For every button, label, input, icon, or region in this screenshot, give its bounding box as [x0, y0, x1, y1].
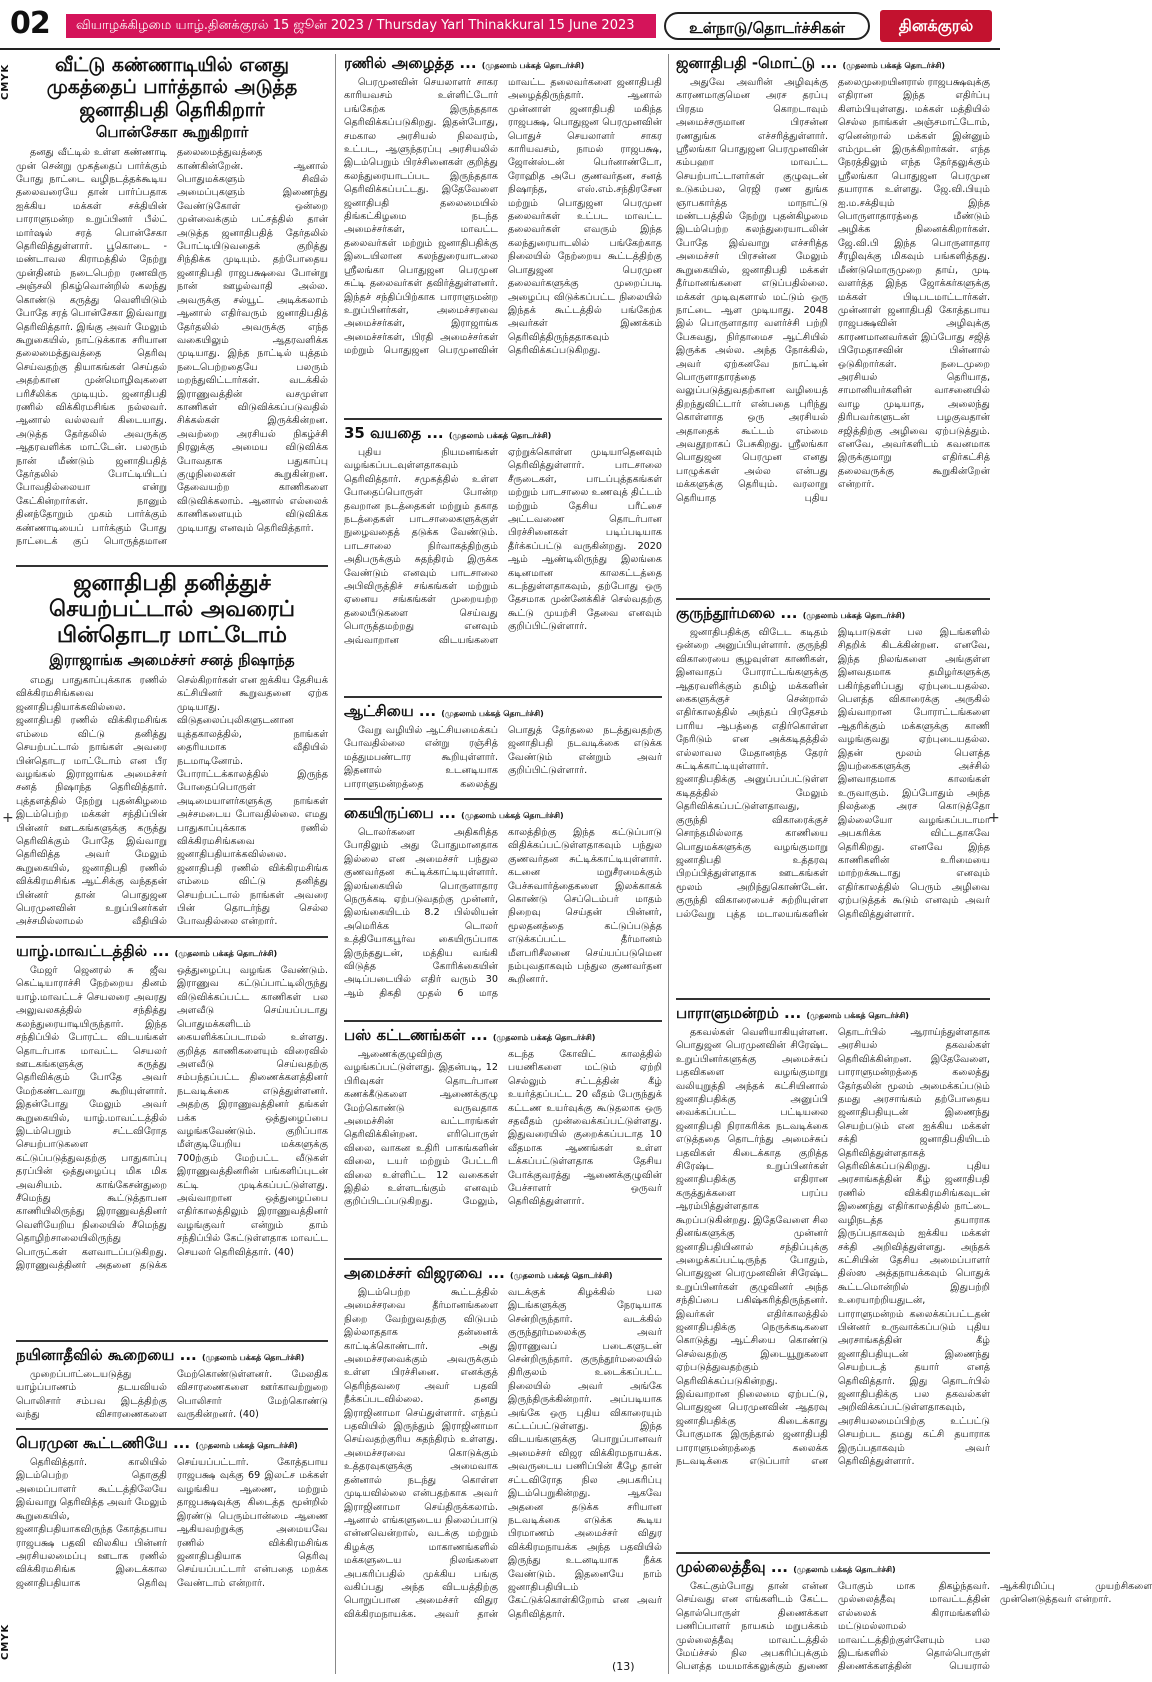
article-separator: [344, 696, 662, 698]
jump-headline: [16, 1346, 328, 1366]
article-body: [344, 1048, 662, 1254]
jump-headline: [344, 804, 662, 824]
article-separator: [16, 1428, 328, 1430]
jump-headline: [344, 424, 662, 444]
jump-title: பாராளுமன்றம் ...: [676, 1004, 802, 1022]
continued-note: (முதலாம் பக்கத் தொடர்ச்சி): [492, 1033, 596, 1042]
article-text: மேஜர் ஜெனரல் சு ஜீவ கெட்டியாராச்சி நேற்றைய தினம் யாழ்.மாவட்டச் செயலரை அவரது அலுவலகத்தில் சந்தித்து கலந்துரையாடியிருந்தார். இந்த சந்திப்பில் போரட்ட விடயங்கள் தொடர்பாக மாவட்ட செயலர் ஊடகங்களுக்கு கருத்து தெரிவிக்கும் போதே அவர் மேற்கண்டவாறு கூறியுள்ளார். இதன்போது மேலும் அவர் கூறுகையில், யாழ்.மாவட்டத்தில் இடம்பெறும் சட்டவிரோத செயற்பாடுகளை கட்டுப்படுத்துவதற்கு பாதுகாப்பு தரப்பின் ஒத்துழைப்பு மிக மிக அவசியம். காங்கேசன்துறை சீமெந்து கூட்டுத்தாபன காணியிலிருந்து இராணுவத்தினர் வெளியேறிய நிலையில் சீமெந்து தொழிற்சாலையிலிருந்து பொருட்கள் களவாடப்படுகிறது. இராணுவத்தினர் அதனை தடுக்க ஒத்துழைப்பு வழங்க வேண்டும். இராணுவ கட்டுப்பாட்டிலிருந்து விடுவிக்கப்பட்ட காணிகள் பல அளவீடு செய்யப்படாது பொதுமக்களிடம் கையளிக்கப்படாமல் உள்ளது. குறித்த காணிகளையும் விரைவில் அளவீடு செய்வதற்கு சம்பந்தப்பட்ட திணைக்களத்தினர் நடவடிக்கை எடுத்துள்ளனர். அதற்கு இராணுவத்தினர் தங்கள் பக்க ஒத்துழைப்பை வழங்கவேண்டும். குறிப்பாக மீள்குடியேறிய மக்களுக்கு 700ற்கும் மேற்பட்ட வீடுகள் இராணுவத்தினரின் பங்களிப்புடன் கட்டி முடிக்கப்பட்டுள்ளது. அவ்வாறான ஒத்துழைப்பை எதிர்காலத்திலும் இராணுவத்தினர் வழங்குவர் என்றும் தாம் சந்திப்பில் கேட்டுள்ளதாக மாவட்ட செயலர் தெரிவித்தார். (40): [16, 965, 328, 1272]
jump-title: கையிருப்பை ...: [344, 804, 456, 822]
article-fonseka: [16, 54, 328, 561]
article-kurunthurmalai: [676, 604, 990, 994]
article-text: எமது பாதுகாப்புக்காக ரணில் விக்கிரமசிங்கவை ஜனாதிபதியாக்கவில்லை. ஜனாதிபதி ரணில் விக்கிரமசிங்க எம்மை விட்டு தனித்து செயற்பட்டால் நாங்கள் அவரை பின்தொடர மாட்டோம் என பீர வழங்கல் இராஜாங்க அமைச்சர் சனத் நிஷாந்த தெரிவித்தார். புத்தளத்தில் நேற்று புதன்கிழமை இடம்பெற்ற மக்கள் சந்திப்பின் பின்னர் ஊடகங்களுக்கு கருத்து தெரிவிக்கும் போதே இவ்வாறு தெரிவித்த அவர் மேலும் கூறுகையில், ஜனாதிபதி ரணில் விக்கிரமசிங்க ஆட்சிக்கு வந்ததன் பின்னர் தான் பொதுஜன பெரமுனவின் உறுப்பினர்கள் அச்சமில்லாமல் வீதியில் செல்கிறார்கள் என ஐக்கிய தேசியக் கட்சியினர் கூறுவதனை ஏற்க முடியாது. விடுதலைப்புலிகளுடனான யுத்தகாலத்தில், நாங்கள் தைரியமாக வீதியில் நடமாடினோம். போராட்டக்காலத்தில் இருந்த போதைப்பொருள் அடிமையாளர்களுக்கு நாங்கள் அச்சமடைய போவதில்லை. எமது பாதுகாப்புக்காக ரணில் விக்கிரமசிங்கவை ஜனாதிபதியாக்கவில்லை. ஜனாதிபதி ரணில் விக்கிரமசிங்க எம்மை விட்டு தனித்து செயற்பட்டால் நாங்கள் அவரை பின் தொடர்ந்து செல்ல போவதில்லை என்றார்.: [16, 675, 328, 928]
article-text: ஜனாதிபதிக்கு விடேட கடிதம் ஒன்றை அனுப்பியுள்ளார். குருந்தி விகாரையை சூழவுள்ள காணிகள், இனவாதப் போராட்டங்களுக்கு ஆதரவளிக்கும் தமிழ் மக்களின் கைகளுக்குச் சென்றால் எதிர்காலத்தில் அந்தப் பிரதேசம் பாரிய ஆபத்தை எதிர்கொள்ள நேரிடும் என அக்கடிதத்தில் எல்லாவல மேதானந்த தேரர் சுட்டிக்காட்டியுள்ளார். ஜனாதிபதிக்கு அனுப்பப்பட்டுள்ள கடிதத்தில் மேலும் தெரிவிக்கப்பட்டுள்ளதாவது, குருந்தி விகாரைக்குச் சொந்தமில்லாத காணியை பொதுமக்களுக்கு வழங்குமாறு ஜனாதிபதி உத்தரவு பிறப்பித்துள்ளதாக ஊடகங்கள் மூலம் அறிந்துகொண்டேன். குருந்தி விகாரையைச் சுற்றியுள்ள பல்வேறு புத்த மடாலயங்களின் இடிபாடுகள் பல இடங்களில் சிதறிக் கிடக்கின்றன. எனவே, இந்த நிலங்களை அங்குள்ள இனவதமாக தமிழர்களுக்கு பகிர்ந்தளிப்பது ஏற்புடையதல்ல. பௌத்த விகாரைக்கு அருகில் இவ்வாறான போராட்டங்களை ஆதரிக்கும் மக்களுக்கு காணி வழங்குவது ஏற்புடையதல்ல. இதன் மூலம் பௌத்த இயற்கைகளுக்கு அச்சில் இனவாதமாக காலங்கள் உருவாகும். இப்போதும் அந்த நிலத்தை அரச கொடுத்தோ இல்லையோ வழங்கப்படாமா அபகரிக்க விட்டதாகவே தெரிகிறது. எனவே இந்த காணிகளின் உரிமையை மாற்றக்கூடாது எனவும் எதிர்காலத்தில் பெரும் அழிவை ஏற்படுத்தக் கூடும் எனவும் அவர் தெரிவித்துள்ளார்.: [676, 627, 990, 920]
column-3: [676, 54, 1152, 1680]
article-body: [16, 1368, 328, 1424]
article-separator: [16, 565, 328, 567]
article-body: [676, 1026, 990, 1548]
jump-headline: [676, 1558, 990, 1578]
jump-title: ஜனாதிபதி -மொட்டு ...: [676, 54, 838, 72]
article-age-35: [344, 424, 662, 692]
article-parliament: [676, 1004, 990, 1548]
article-body: [676, 626, 990, 994]
article-text: தெரிவித்தார். காலியில் இடம்பெற்ற தொகுதி அமைப்பாளர் கூட்டத்திலேயே இவ்வாறு தெரிவித்த அவர் மேலும் கூறுகையில், ஜனாதிபதியாகவிருந்த கோத்தபாய ராஜபக்ஷ பதவி விலகிய பின்னர் அரசியலமைப்பு ஊடாக ரணில் விக்கிரமசிங்க இடைக்கால ஜனாதிபதியாக தெரிவு செய்யப்பட்டார். கோத்தபாய ராஜபக்ஷ வுக்கு 69 இலட்ச மக்கள் வழங்கிய ஆணை, மற்றும் தாஜபக்ஷவுக்கு கிடைத்த மூன்றில் இரண்டு பெரும்பான்மை ஆணை ஆகியவற்றுக்கு அமையவே ரணில் விக்கிரமசிங்க ஜனாதிபதியாக தெரிவு செய்யப்பட்டார் என்பதை மறக்க வேண்டாம் என்றார்.: [16, 1457, 328, 1589]
registration-mark-right: +: [988, 810, 1000, 826]
jump-title: யாழ்.மாவட்டத்தில் ...: [16, 942, 170, 961]
article-text: வேறு வழியில் ஆட்சியமைக்கப் போவதில்லை என்று ரஞ்சித் மத்துமபண்டார கூறியுள்ளார். இதனால் உடனடியாக பாராளுமன்றத்தை கலைத்து பொதுத் தேர்தலை நடத்துவதற்கு ஜனாதிபதி நடவடிக்கை எடுக்க வேண்டும் என்றும் அவர் குறிப்பிட்டுள்ளார்.: [344, 725, 662, 790]
jump-title: பெரமுன கூட்டணியே ...: [16, 1434, 191, 1453]
continued-note: (முதலாம் பக்கத் தொடர்ச்சி): [174, 949, 278, 959]
article-nishantha: [16, 571, 328, 932]
jump-headline: [16, 1434, 328, 1454]
article-text: கேட்கும்போது தான் என்ன செய்வது என எங்களிடம் கேட்ட தொல்பொருள் திணைக்கள பணிப்பாளர் நாயகம் மறுபக்கம் முல்லைத்தீவு மாவட்டத்தில் மேய்ச்சல் நில அபகரிப்புக்கும் பௌத்த மயமாக்கலுக்கும் துணை போகும் மாக திகழ்ந்தவர். முல்லைத்தீவு மாவட்டத்தின் எல்லைக் கிராமங்களில் மட்டுமல்லாமல் மாவட்டத்திற்குள்ளேயும் பல இடங்களில் தொல்பொருள் திணைக்களத்தின் பெயரால் ஆக்கிரமிப்பு முயற்சிகளை முன்னெடுத்தவர் என்றார்.: [676, 1581, 1152, 1673]
header-rule: [0, 48, 1000, 50]
continued-note: (முதலாம் பக்கத் தொடர்ச்சி): [793, 1565, 896, 1574]
newspaper-logo: தினக்குரல்: [880, 10, 992, 42]
jump-title: முல்லைத்தீவு ...: [676, 1558, 788, 1576]
jump-title: 35 வயதை ...: [344, 424, 444, 442]
jump-headline: [344, 54, 662, 74]
continued-note: (முதலாம் பக்கத் தொடர்ச்சி): [510, 1271, 613, 1280]
column-divider-1: [335, 54, 336, 1674]
jump-title: பஸ் கட்டணங்கள் ...: [344, 1026, 488, 1044]
jump-title: அமைச்சர் விஜரவை ...: [344, 1264, 505, 1282]
article-text: அதுவே அவரின் அழிவுக்கு காரணமாகுமென அரச தரப்பு பிரதம கொறடாவும் அமைச்சருமான பிரசன்ன ரணதுங்க எச்சரித்துள்ளார். ஸ்ரீலங்கா பொதுஜன பெரமுனவின் கம்பஹா மாவட்ட செயற்பாட்டாளர்கள் குழுவுடன் உடுகம்பல, ரெஜி ரண துங்க ஞாபகார்த்த மாநாட்டு மண்டபத்தில் நேற்று புதன்கிழமை இடம்பெற்ற கலந்துரையாடலின் போதே இவ்வாறு எச்சரித்த அமைச்சர் பிரசன்ன மேலும் கூறுகையில், ஜனாதிபதி மக்கள் தீர்மானங்களை எடுப்பதில்லை. மக்கள் முடிவுகளால் மட்டும் ஒரு நாட்டை ஆள முடியாது. 2048 இல் பொருளாதார வளர்ச்சி பற்றி பேசுவது, நிர்தாமைச ஆட்சியில் இருக்க அல்ல. அந்த நோக்கில், அவர் ஏற்கனவே நாட்டின் பொருளாதாரத்தை வலுப்படுத்துவதற்கான வழியைத் திறந்துவிட்டார் என்பதை புரிந்து கொள்ளாத ஒரு அரசியல் அதாதைக் கூட்டம் எம்மை அவதூறாகப் பேசுகிறது. ஸ்ரீலங்கா பொதுஜன பெரமுன எனது பாழுக்கள் அல்ல என்பது மக்களுக்கு தெரியும். வரலாறு தெரியாத புதிய தலைமுறையினரால் ராஜபக்ஷவுக்கு எதிரான இந்த எதிர்ப்பு கிளம்பியுள்ளது. மக்கள் மத்தியில் செல்ல நாங்கள் அஞ்சமாட்டோம், ஏனென்றால் மக்கள் இன்னும் எம்முடன் இருக்கிறார்கள். எந்த நேரத்திலும் எந்த தேர்தலுக்கும் ஸ்ரீலங்கா பொதுஜன பெரமுன தயாராக உள்ளது. ஜே.வி.பியும் ஐ.ம.சக்தியும் இந்த பொருளாதாரத்தை மீண்டும் அழிக்க நினைக்கிறார்கள். ஜே.வி.பி இந்த பொருளாதார சீரழிவுக்கு மிகவும் பங்களித்தது. மீண்டுமொருமுறை தாய், முடி வளர்த்த இந்த ஜோக்கர்களுக்கு மக்கள் பிடிபடமாட்டார்கள். முன்னாள் ஜனாதிபதி கோத்தபாய ராஜபக்ஷவின் அழிவுக்கு காரணமானவர்கள் இப்போது சஜித் பிரேமதாசவின் பின்னால் ஒடுகிறார்கள். நடைமுறை அரசியல் தெரியாத, சாமானியர்களின் வாசனையில் வாழ முடியாத, அலைந்து திரிபவர்களுடன் பழகுவதான் சஜித்திற்கு அழிவை ஏற்படுத்தும். எனவே, அவர்களிடம் கவனமாக இருக்குமாறு எதிர்கட்சித் தலைவருக்கு கூறுகின்றேன் என்றார்.: [676, 77, 990, 504]
subheadline: பொன்சேகா கூறுகிறார்: [95, 123, 249, 142]
continued-note: (முதலாம் பக்கத் தொடர்ச்சி): [461, 811, 564, 820]
article-president-pohottu: [676, 54, 990, 594]
article-text: இடம்பெற்ற கூட்டத்தில் அமைச்சரவை தீர்மானங்களை நிறை வேற்றுவதற்கு விடுபம் இல்லாததாக தன்னைக் காட்டிக்கொண்டார். அது அமைச்சரவைக்கும் அவருக்கும் உள்ள பிரச்சினை. எனக்குத் தெரிந்தவரை அவர் பதவி நீக்கப்படவில்லை. தனது இராஜினாமா செய்துள்ளார். எந்தப் பதவியில் இருந்தும் இராஜினாமா செய்வதற்குரிய சுதந்திரம் உள்ளது. அமைச்சரவை கொடுக்கும் உத்தரவுகளுக்கு அமைவாக தன்னால் நடந்து கொள்ள முடியவில்லை என்பதற்காக அவர் இராஜினாமா செய்திருக்கலாம். ஆனால் எங்களுடைய நிலைப்பாடு என்னவென்றால், வடக்கு மற்றும் கிழக்கு மாகாணங்களில் மக்களுடைய நிலங்களை அபகரிப்பதில் முக்கிய பங்கு வகிப்பது அந்த விடயத்திற்கு பொறுப்பான அமைச்சர் விதுர விக்கிரமநாயக்க. அவர் தான் வடக்குக் கிழக்கில் பல இடங்களுக்கு நேரடியாக சென்றிருந்தார். வடக்கில் குருந்தூர்மலைக்கு அவர் இராணுவப் படைகளுடன் சென்றிருந்தார். குருந்தூர்மலையில் திரிகுலம் உடைக்கப்பட்ட நிலையில் அவர் அங்கே இருந்திருக்கின்றார். அப்படியாக அங்கே ஒரு புதிய விகாரையும் கட்டப்பட்டுள்ளது. இந்த விடயங்களுக்கு பொறுப்பானவர் அமைச்சர் விஜர விக்கிரமநாயக்க. அவருடைய பணிப்பின் கீழே தான் சட்டவிரோத நில அபகரிப்பு இடம்பெறுகின்றது. ஆகவே அதனை தடுக்க சரியான நடவடிக்கை எடுக்க கூடிய பிரமாணம் அமைச்சர் விதுர விக்கிரமநாயக்க அந்த பதவியில் இருந்து உடனடியாக நீக்க வேண்டும். இதனையே நாம் ஜனாதிபதியிடம் கேட்டுக்கொள்கிறோம் என அவர் தெரிவித்தார்.: [344, 1287, 662, 1620]
article-separator: [344, 418, 662, 420]
article-text: ஆணைக்குழுவிற்கு வழங்கப்பட்டுள்ளது. இதன்படி, 12 பிரிவுகள் தொடர்பான கணக்கீடுகளை ஆணைக்குழு மேற்கொண்டு வருவதாக அமைச்சின் வட்டாரங்கள் தெரிவிக்கின்றன. எரிபொருள் விலை, வாகன உதிரி பாகங்களின் விலை, டயர் மற்றும் பேட்டரி விலை உள்ளிட்ட 12 வகைகள் இதில் உள்ளடங்கும் எனவும் குறிப்பிடப்படுகிறது. மேலும், கடந்த கோவிட் காலத்தில் பயணிகளை மட்டும் ஏற்றி செல்லும் சட்டத்தின் கீழ் உயர்த்தப்பட்ட 20 வீதம் பேருந்துக் கட்டண உயர்வுக்கு கூடுதலாக ஒரு சதவீதம் முன்வைக்கப்பட்டுள்ளது. இதுவரையில் குறைக்கப்படாத 10 வீதமாக ஆணங்கள் உள்ள டக்கப்பட்டுள்ளதாக தேசிய போக்குவரத்து ஆணைக்குழுவின் பேச்சாளர் ஒருவர் தெரிவித்துள்ளார்.: [344, 1049, 662, 1208]
article-body: [16, 964, 328, 1336]
jump-headline: [676, 604, 990, 624]
headline: வீட்டு கண்ணாடியில் எனது முகத்தைப் பார்த்தால் அடுத்த ஜனாதிபதி தெரிகிறார்: [46, 54, 298, 121]
article-separator: [676, 998, 990, 1000]
article-minister-vidura: [344, 1264, 662, 1666]
article-body: [344, 446, 662, 692]
article-government: [344, 702, 662, 794]
section-label: உள்நாடு/தொடர்ச்சிகள்: [664, 12, 870, 40]
article-body: [16, 146, 328, 561]
article-separator: [16, 936, 328, 938]
jump-headline: [344, 1026, 662, 1046]
article-separator: [344, 1258, 662, 1260]
jump-headline: [344, 1264, 662, 1284]
registration-mark-left: +: [2, 810, 14, 826]
article-peramuna-alliance: [16, 1434, 328, 1606]
article-reserves: [344, 804, 662, 1016]
article-separator: [16, 1340, 328, 1342]
article-body: [344, 724, 662, 794]
page-number: 02: [10, 6, 50, 41]
jump-headline: [344, 702, 662, 722]
continued-note: (முதலாம் பக்கத் தொடர்ச்சி): [806, 1011, 909, 1020]
page-reference: (13): [612, 1660, 635, 1673]
article-body: [16, 1456, 328, 1606]
continued-note: (முதலாம் பக்கத் தொடர்ச்சி): [481, 61, 585, 70]
jump-headline: [16, 942, 328, 962]
article-text: முறைப்பாட்டையடுத்து யாழ்ப்பாணம் தடயவியல் பொலிசார் சம்பவ இடத்திற்கு வந்து விசாரணைகளை மேற்கொண்டுள்ளனர். மேலதிக விசாரணைகளை ஊர்காவற்றுறை பொலிசார் மேற்கொண்டு வருகின்றனர். (40): [16, 1369, 328, 1421]
cmyk-mark-bottom: CMYK: [0, 1623, 11, 1660]
column-1: [16, 54, 328, 1606]
date-band: வியாழக்கிழமை யாழ்.தினக்குரல் 15 ஜூன் 2023 / Thursday Yarl Thinakkural 15 June 2023: [66, 14, 656, 38]
article-text: பெரமுனவின் செயலாளர் சாகர காரியவசம் உள்ளிட்டோர் பங்கேற்க இருந்ததாக தெரிவிக்கப்படுகிறது. இதன்போது, சமகால அரசியல் நிலவரம், உட்பட, ஆளுந்தரப்பு அரசியலில் இடம்பெறும் பிரச்சினைகள் குறித்து கலந்துரையாடப்பட இருந்ததாக தெரிவிக்கப்பட்டது. இதேவேளை ஜனாதிபதி தலைமையில் திங்கட்கிழமை நடந்த அமைச்சர்கள், மாவட்ட தலைவர்கள் மற்றும் ஜனாதிபதிக்கு இடையிலான கலந்துரையாடலை ஸ்ரீலங்கா பொதுஜன பெரமுன சுட்டி தலைவர்கள் தவிர்த்துள்ளனர். இந்தச் சந்திப்பிற்காக பாராளுமன்ற உறுப்பினர்கள், அமைச்சரவை அமைச்சர்கள், இராஜாங்க அமைச்சர்கள், பிரதி அமைச்சர்கள் மற்றும் பொதுஜன பெரமுனவின் மாவட்ட தலைவர்களை ஜனாதிபதி அழைத்திருந்தார். ஆனால் முன்னாள் ஜனாதிபதி மகிந்த ராஜபக்ஷ, பொதுஜன பெரமுனவின் பொதுச் செயலாளர் சாகர காரியவசம், நாமல் ராஜபக்ஷ, ஜோன்ஸ்டன் பெர்னாண்டோ, ரோஹித அபே குணவர்தன, சனத் நிஷாந்த, எஸ்.எம்.சந்திரசேன மற்றும் பொதுஜன பெரமுன தலைவர்கள் உட்பட மாவட்ட தலைவர்கள் எவரும் இந்த கலந்துரையாடலில் பங்கேற்காத நிலையில் நேற்றைய கூட்டத்திற்கு பொதுஜன பெரமுன தலைவர்களுக்கு முறைப்படி அழைப்பு விடுக்கப்பட்ட நிலையில் இந்தக் கூட்டத்தில் பங்கேற்க அவர்கள் இணக்கம் தெரிவித்திருந்ததாகவும் தெரிவிக்கப்படுகிறது.: [344, 77, 662, 357]
subheadline: இராஜாங்க அமைச்சர் சனத் நிஷாந்த: [49, 651, 295, 670]
article-separator: [676, 1552, 990, 1554]
column-divider-2: [668, 54, 669, 1674]
article-body: [344, 1286, 662, 1666]
jump-headline: [676, 54, 990, 74]
jump-title: நயினாதீவில் கூறையை ...: [16, 1346, 197, 1365]
continued-note: (முதலாம் பக்கத் தொடர்ச்சி): [441, 709, 544, 718]
article-separator: [344, 798, 662, 800]
jump-title: ஆட்சியை ...: [344, 702, 437, 720]
cmyk-mark-top: CMYK: [0, 63, 11, 100]
article-body: [676, 1580, 1152, 1680]
jump-title: ரணில் அழைத்த ...: [344, 54, 477, 72]
continued-note: (முதலாம் பக்கத் தொடர்ச்சி): [195, 1441, 298, 1451]
column-2: [344, 54, 662, 1666]
article-text: புதிய நியமனங்கள் வழங்கப்படவுள்ளதாகவும் தெரிவித்தார். சமுகத்தில் உள்ள போதைப்பொருள் போன்ற தவறான நடத்தைகள் மற்றும் தகாத நடத்தைகள் பாடசாலைகளுக்குள் நுழைவதைத் தடுக்க வேண்டும். பாடசாலை நிர்வாகத்திற்கும் அதிபருக்கும் சுதந்திரம் இருக்க வேண்டும் எனவும் பாடசாலை அபிவிருத்திச் சங்கங்கள் மற்றும் ஏனைய சங்கங்கள் முறையற்ற தலையீடுகளை செய்வது பொருத்தமற்றது எனவும் அவ்வாறான விடயங்களை ஏற்றுக்கொள்ள முடியாதெனவும் தெரிவித்துள்ளார். பாடசாலை சீருடைகள், பாடப்புத்தகங்கள் மற்றும் பாடசாலை உணவுத் திட்டம் மற்றும் தேசிய பரீட்சை அட்டவணை தொடர்பான பிரச்சினைகள் படிப்படியாக தீர்க்கப்பட்டு வருகின்றது. 2020 ஆம் ஆண்டிலிருந்து இலங்கை கடினமான காலகட்டத்தை கடந்துள்ளதாகவும், தற்போது ஒரு தேசமாக முன்னேக்கிச் செல்வதற்கு கூட்டு முயற்சி தேவை எனவும் குறிப்பிட்டுள்ளார்.: [344, 447, 662, 646]
article-text: தகவல்கள் வெளியாகியுள்ளன. பொதுஜன பெரமுனவின் சிரேஷ்ட உறுப்பினர்களுக்கு அமைச்சுப் பதவிகளை வழங்குமாறு வலியுறுத்தி அந்தக் கட்சியினால் ஜனாதிபதிக்கு அனுப்பி வைக்கப்பட்ட பட்டியலை ஜனாதிபதி நிராகரிக்க நடவடிக்கை எடுத்ததை தொடர்ந்து அமைச்சுப் பதவிகள் கிடைக்காத குறித்த சிரேஷ்ட உறுப்பினர்கள் ஜனாதிபதிக்கு எதிரான கருத்துக்களை பரப்ப ஆரம்பித்துள்ளதாக கூறப்படுகின்றது. இதேவேளை சில தினங்களுக்கு முன்னர் ஜனாதிபதியினால் சந்திப்புக்கு அழைக்கப்பட்டிருந்த போதும், பொதுஜன பெரமுனவின் சிரேஷ்ட உறுப்பினர்கள் குழுவினர் அந்த சந்திப்பை பகிஷ்கரித்திருந்தனர். இவர்கள் எதிர்காலத்தில் ஜனாதிபதிக்கு நெருக்கடிகளை கொடுத்து ஆட்சியை கொண்டு செல்வதற்கு இடையூறுகளை ஏற்படுத்துவதற்கும் தெரிவிக்கப்படுகின்றது. இவ்வாறான நிலைமை ஏற்பட்டு, பொதுஜன பெரமுனவின் ஆதரவு ஜனாதிபதிக்கு கிடைக்காது போகுமாக இருந்தால் ஜனாதிபதி பாராளுமன்றத்தை கலைக்க நடவடிக்கை எடுப்பார் என தொடர்பில் ஆராய்ந்துள்ளதாக அரசியல் தகவல்கள் தெரிவிக்கின்றன. இதேவேளை, பாராளுமன்றத்தை கலைத்து தேர்தலின் மூலம் அமைக்கப்படும் தமது அரசாங்கம் தற்போதைய ஜனாதிபதியுடன் இணைந்து செயற்படும் என ஐக்கிய மக்கள் சக்தி ஜனாதிபதியிடம் தெரிவித்துள்ளதாகத் தெரிவிக்கப்படுகிறது. புதிய அரசாங்கத்தின் கீழ் ஜனாதிபதி ரணில் விக்கிரமசிங்கவுடன் இணைந்து எதிர்காலத்தில் நாட்டை வழிநடத்த தயாராக இருப்பதாகவும் ஐக்கிய மக்கள் சக்தி அறிவித்துள்ளது. அந்தக் கட்சியின் தேசிய அமைப்பாளர் திஸ்ஸ அத்தநாயக்கவும் பொதுக் கூட்டமொன்றில் இதுபற்றி உரையாற்றியதுடன், பாராளுமன்றம் கலைக்கப்பட்டதன் பின்னர் உருவாக்கப்படும் புதிய அரசாங்கத்தின் கீழ் ஜனாதிபதியுடன் இணைந்து செயற்படத் தயார் எனத் தெரிவித்தார். இது தொடர்பில் ஜனாதிபதிக்கு பல தகவல்கள் அறிவிக்கப்பட்டுள்ளதாகவும், அரசியலமைப்பிற்கு உட்பட்டு செயற்பட தமது கட்சி தயாராக இருப்பதாகவும் அவர் தெரிவித்துள்ளார்.: [676, 1027, 990, 1467]
article-text: டொலர்களை அதிகரித்த போதிலும் அது போதுமானதாக இல்லை என அமைச்சர் பந்துல குணவர்தன சுட்டிக்காட்டியுள்ளார். இலங்கையில் பொருளாதார நெருக்கடி ஏற்படுவதற்கு முன்னர், இலங்கையிடம் 8.2 பில்லியன் அமெரிக்க டொலர் உத்தியோகபூர்வ கையிருப்பாக இருந்ததுடன், மத்திய வங்கி விடுத்த கோரிக்கையின் அடிப்படையில் எதிர் வரும் 30 ஆம் திகதி முதல் 6 மாத காலத்திற்கு இந்த கட்டுப்பாடு விதிக்கப்பட்டுள்ளதாகவும் பந்துல குணவர்தன சுட்டிக்காட்டியுள்ளார். கடனை மறுசீரமைக்கும் பேச்சுவார்த்தைகளை இலக்காகக் கொண்டு செப்டெம்பர் மாதம் நிறைவு செய்தன் பின்னர், மூலதனத்தை கட்டுப்படுத்த எடுக்கப்பட்ட தீர்மானம் மீளபரிசீலனை செய்யப்படுமென நம்புவதாகவும் பந்துல குணவர்தன கூறினார்.: [344, 827, 662, 999]
article-body: [676, 76, 990, 594]
continued-note: (முதலாம் பக்கத் தொடர்ச்சி): [201, 1353, 305, 1363]
article-ranil-invited: [344, 54, 662, 414]
page-header: [0, 0, 1000, 50]
article-separator: [344, 1020, 662, 1022]
headline: ஜனாதிபதி தனித்துச் செயற்பட்டால் அவரைப் பின்தொடர மாட்டோம்: [48, 571, 295, 649]
article-body: [344, 76, 662, 414]
article-text: தனது வீட்டில் உள்ள கண்ணாடி முன் சென்று முகத்தைப் பார்க்கும் போது நாட்டை வழிநடத்தக்கூடிய தலைவரையே தான் பார்ப்பதாக ஐக்கிய மக்கள் சக்தியின் பாராளுமன்ற உறுப்பினர் பீல்ட் மார்ஷல் சரத் பொன்சேகா தெரிவித்துள்ளார். பூகொடை - மண்டாவல கிராமத்தில் நேற்று முன்தினம் நடைபெற்ற ரணவிரு அஞ்சலி நிகழ்வொன்றில் கலந்து கொண்டு கருத்து வெளியிடும் போதே சரத் பொன்சேகா இவ்வாறு தெரிவித்தார். இங்கு அவர் மேலும் கூறுகையில், நாட்டுக்காக சரியான தலைமைத்துவத்தை தெரிவு செய்வதற்கு தியாகங்கள் செய்தல் அதற்கான முன்மொழிவுகளை பரிசீலிக்க முடியும். ஜனாதிபதி ரணில் விக்கிரமசிங்க நல்லவர். ஆனால் வல்லவர் கிடையாது. அடுத்த தேர்தலில் அவருக்கு ஆதரவளிக்க மாட்டேன். பலரும் நான் மீண்டும் ஜனாதிபதித் தேர்தலில் போட்டியிடப் போவதில்லையா என்று கேட்கின்றார்கள். நானும் தினந்தோறும் முகம் பார்க்கும் கண்ணாடியைப் பார்க்கும் போது நாட்டைக் குப் பொருத்தமான தலைமைத்துவத்தை காண்கின்றேன். ஆனால் பொதுமக்களும் சிவில் அமைப்புகளும் இணைந்து வேண்டுகோள் ஒன்றை முன்வைக்கும் பட்சத்தில் தான் அடுத்த ஜனாதிபதித் தேர்தலில் போட்டியிடுவதைக் குறித்து சிந்திக்க முடியும். தற்போதைய ஜனாதிபதி ராஜபக்ஷவை போன்று நான் ஊழல்வாதி அல்ல. அவருக்கு சல்யூட் அடிக்கலாம் ஆனால் எதிர்வரும் ஜனாதிபதித் தேர்தலில் அவருக்கு எந்த வகையிலும் ஆதரவளிக்க முடியாது. இந்த நாட்டில் யுத்தம் நடைபெற்றதையே பலரும் மறந்துவிட்டார்கள். வடக்கில் இராணுவத்தின் வசமுள்ள காணிகள் விடுவிக்கப்படுவதில் சிக்கல்கள் இருக்கின்றன. அவற்றை அரசியல் நிகழ்ச்சி நிரலுக்கு அமைய விடுவிக்க போவதாக பதுகாப்பு குழுநிலைகள் கூறுகின்றன. தேவையற்ற காணிகளை விடுவிக்கலாம். ஆனால் எல்லைக் காணிகளையும் விடுவிக்க முடியாது எனவும் தெரிவித்தார்.: [16, 147, 328, 547]
article-bus-fares: [344, 1026, 662, 1254]
continued-note: (முதலாம் பக்கத் தொடர்ச்சி): [842, 61, 946, 70]
article-jaffna-district: [16, 942, 328, 1336]
continued-note: (முதலாம் பக்கத் தொடர்ச்சி): [448, 431, 552, 440]
jump-headline: [676, 1004, 990, 1024]
article-separator: [676, 598, 990, 600]
continued-note: (முதலாம் பக்கத் தொடர்ச்சி): [802, 611, 906, 620]
article-nainativu: [16, 1346, 328, 1424]
article-body: [16, 674, 328, 932]
article-body: [344, 826, 662, 1016]
article-mullaitivu: [676, 1558, 1152, 1680]
jump-title: குருந்தூர்மலை ...: [676, 604, 798, 622]
